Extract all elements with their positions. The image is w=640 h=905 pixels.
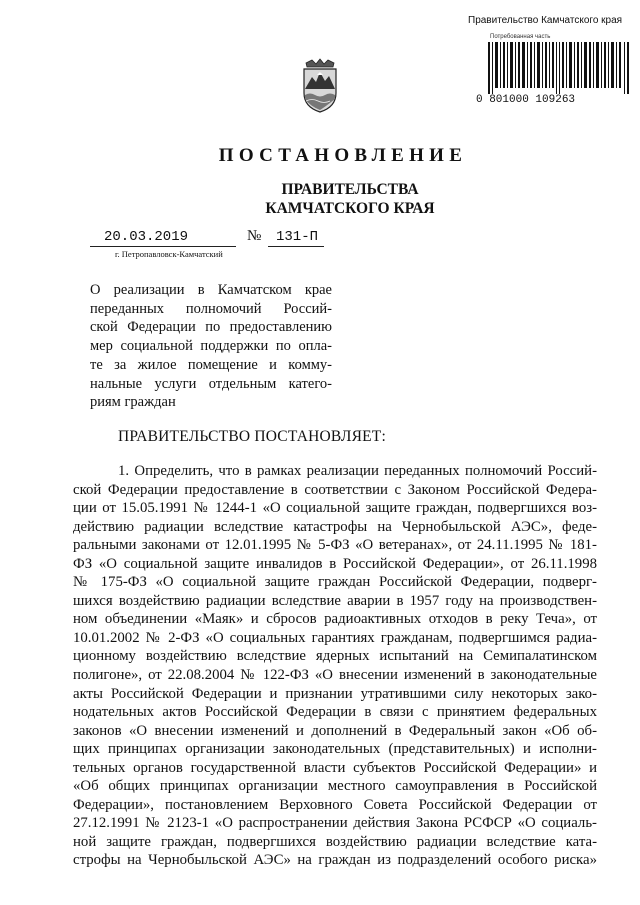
document-title: ПОСТАНОВЛЕНИЕ xyxy=(218,145,468,166)
body-line: ФЗ «О социальной защите инвалидов в Российской Федерации», от 26.11.1998 xyxy=(73,555,597,572)
kamchatka-coat-of-arms-icon xyxy=(300,55,340,113)
decree-heading: ПРАВИТЕЛЬСТВО ПОСТАНОВЛЯЕТ: xyxy=(118,428,386,445)
document-city: г. Петропавловск-Камчатский xyxy=(115,249,223,259)
subject-line: О реализации в Камчатском крае xyxy=(90,282,332,298)
barcode-icon xyxy=(488,42,630,94)
body-line: ной защите граждан, подвергшихся воздействию радиации вследствие ката- xyxy=(73,833,597,850)
body-line: ционному воздействию вследствие ядерных испытаний на Семипалатинском xyxy=(73,648,597,665)
subject-line: нальные услуги отдельным катего- xyxy=(90,375,332,392)
subject-line: мер социальной поддержки по опла- xyxy=(90,338,332,355)
subject-line: ской Федерации по предоставлению xyxy=(90,319,332,336)
body-line: шихся воздействию радиации вследствие аварии в 1957 году на производствен- xyxy=(73,592,597,609)
document-date: 20.03.2019 xyxy=(104,229,189,245)
body-line: полигоне», от 22.08.2004 № 122-ФЗ «О внесении изменений в законодательные xyxy=(73,667,597,684)
issuer-line-1: ПРАВИТЕЛЬСТВА xyxy=(281,181,419,198)
body-line: 1. Определить, что в рамках реализации переданных полномочий Россий- xyxy=(118,463,597,479)
date-underline xyxy=(90,246,236,247)
issuer-line-2: КАМЧАТСКОГО КРАЯ xyxy=(265,200,435,217)
body-line: ской Федерации предоставление в соответствии с Законом Российской Федера- xyxy=(73,481,597,498)
body-line: щих принципах организации законодательных (представительных) и исполни- xyxy=(73,741,597,758)
subject-line: риям граждан xyxy=(90,394,176,411)
body-line: действию радиации вследствие катастрофы на Чернобыльской АЭС», феде- xyxy=(73,518,597,535)
body-line: законов «О внесении изменений и дополнений в Федеральный закон «Об об- xyxy=(73,722,597,739)
document-number: 131-П xyxy=(276,229,319,245)
stamp-subtitle: Потребованная часть xyxy=(490,34,551,40)
body-line: ции от 15.05.1991 № 1244-1 «О социальной защите граждан, подвергшихся воз- xyxy=(73,500,597,517)
body-line: «Об общих принципах организации местного самоуправления в Российской xyxy=(73,778,597,795)
number-underline xyxy=(268,246,324,247)
document-body xyxy=(73,462,597,870)
body-line: ральными законами от 12.01.1995 № 5-ФЗ «О ветеранах», от 24.11.1995 № 181- xyxy=(73,537,597,554)
body-line: нодательных актов Российской Федерации в связи с принятием федеральных xyxy=(73,704,597,721)
body-line: тельных органов государственной власти субъектов Российской Федерации» и xyxy=(73,759,597,776)
body-line: 27.12.1991 № 2123-1 «О распространении действия Закона РСФСР «О социаль- xyxy=(73,815,597,832)
body-line: акты Российской Федерации и признании утратившими силу некоторых зако- xyxy=(73,685,597,702)
barcode-number: 0 801000 109263 xyxy=(476,94,576,106)
body-line: строфы на Чернобыльской АЭС» на граждан из подразделений особого риска» xyxy=(73,852,597,869)
number-sign: № xyxy=(247,228,262,244)
registration-stamp xyxy=(468,15,636,110)
body-line: № 175-ФЗ «О социальной защите граждан Российской Федерации, подверг- xyxy=(73,574,597,591)
document-subject xyxy=(90,281,332,412)
subject-line: те за жилое помещение и комму- xyxy=(90,356,332,373)
subject-line: переданных полномочий Россий- xyxy=(90,300,332,317)
body-line: ном объединении «Маяк» и сбросов радиоактивных отходов в реку Теча», от xyxy=(73,611,597,628)
stamp-org-name: Правительство Камчатского края xyxy=(468,15,623,26)
body-line: Федерации», постановлением Верховного Совета Российской Федерации от xyxy=(73,796,597,813)
body-line: 10.01.2002 № 2-ФЗ «О социальных гарантиях гражданам, подвергшимся радиа- xyxy=(73,629,597,646)
